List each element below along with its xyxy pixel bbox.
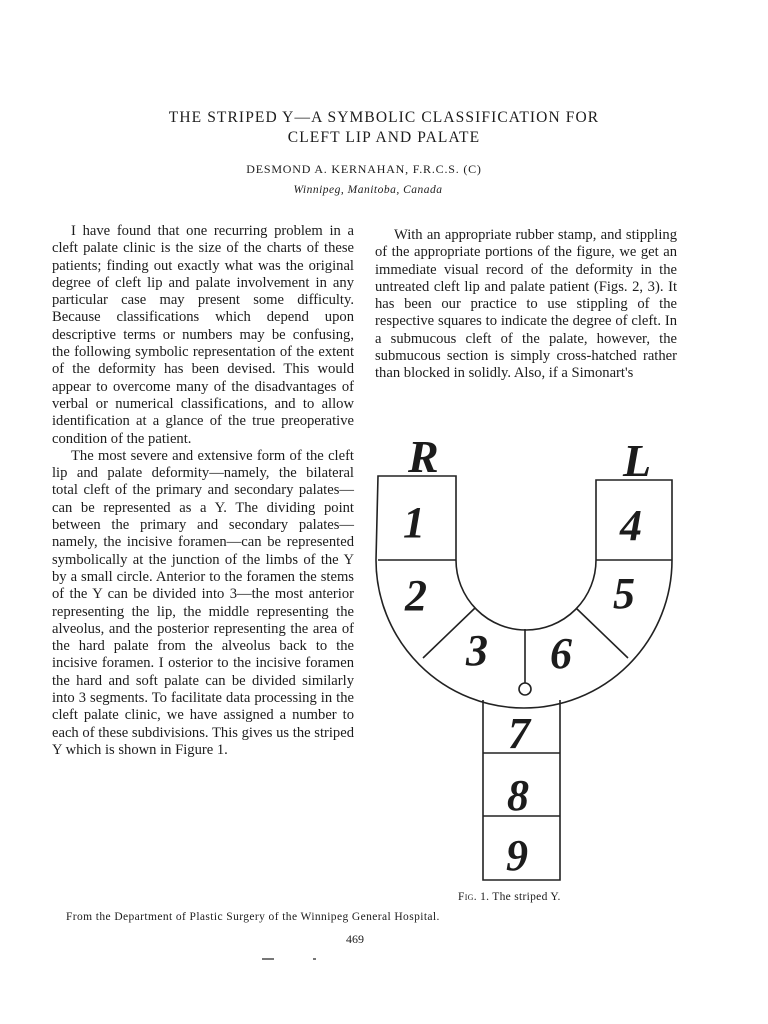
caption-prefix: Fig. 1. [458,891,490,903]
segment-6: 6 [550,629,572,678]
right-column [375,227,677,383]
segment-4: 4 [620,501,642,550]
title-line-1: THE STRIPED Y—A SYMBOLIC CLASSIFICATION FOR [168,109,600,126]
segment-7: 7 [508,709,530,758]
label-l: L [623,435,652,486]
paragraph-description: The most severe and extensive form of the cleft lip and palate deformity—namely, the bilateral total cleft of the primary and secondary palates—can be represented as a Y. The dividing point between the primary and secondary palates—namely, the incisive foramen—can be represented symbolically at the junction of the limbs of the Y by a small circle. Anterior to the foramen the stems of the Y can be divided into 3—the most anterior representing the lip, the middle representing the alveolus, and the posterior representing the area of the hard palate from the alveolus back to the incisive foramen. I osterior to the incisive foramen the hard and soft palate can be divided similarly into 3 segments. To facilitate data processing in the cleft palate clinic, we have assigned a number to each of these subdivisions. This gives us the striped Y which is shown in Figure 1. [52,447,354,758]
scan-speck [313,958,316,960]
footnote: From the Department of Plastic Surgery of the Winnipeg General Hospital. [66,911,440,923]
segment-8: 8 [507,771,529,820]
scan-speck [262,958,274,960]
page-number: 469 [346,932,364,946]
title-line-2: CLEFT LIP AND PALATE [287,129,481,146]
caption-text: The striped Y. [492,891,561,903]
paragraph-intro: I have found that one recurring problem in a cleft palate clinic is the size of the charts of these patients; finding out exactly what was the original degree of cleft lip and palate involvement in any particular case may present some difficulty. Because classifications which depend upon descriptive terms or numbers may be confusing, the following symbolic representation of the extent of the deformity has been devised. This would appear to overcome many of the disadvantages of verbal or numerical classifications, and to allow identification at a glance of the true preoperative condition of the patient. [52,223,354,447]
segment-1: 1 [403,498,425,547]
segment-2: 2 [405,571,427,620]
article-title [0,108,768,148]
left-column [52,223,354,759]
author: DESMOND A. KERNAHAN, F.R.C.S. (C) [246,162,482,176]
segment-3: 3 [466,626,488,675]
incisive-foramen-circle [519,683,531,695]
segment-5: 5 [613,569,635,618]
figure-caption [458,891,561,903]
striped-y-figure [370,430,690,885]
affiliation: Winnipeg, Manitoba, Canada [293,184,443,196]
label-r: R [408,431,439,482]
segment-9: 9 [506,831,528,880]
paragraph-stamp: With an appropriate rubber stamp, and stippling of the appropriate portions of the figure, we get an immediate visual record of the deformity in the untreated cleft lip and palate patient (Figs. 2, 3). It has been our practice to use stippling of the respective squares to indicate the degree of cleft. In a submucous cleft of the palate, however, the submucous section is simply cross-hatched rather than blocked in solidly. Also, if a Simonart's [375,227,677,382]
